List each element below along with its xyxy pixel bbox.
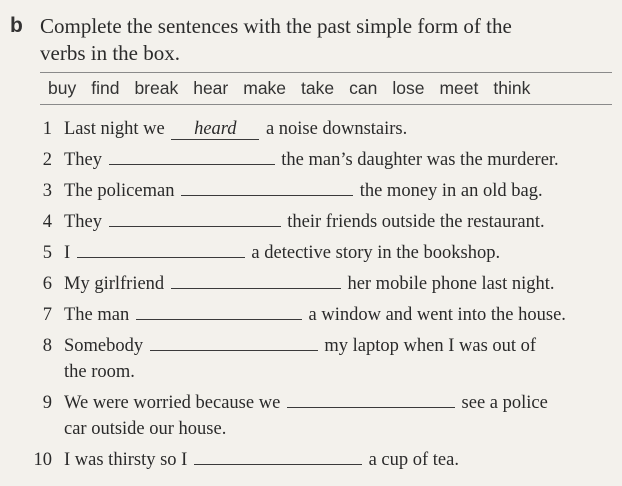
answer-blank[interactable] [150, 333, 318, 351]
sentence-start: They [64, 212, 103, 232]
exercise-instructions [40, 13, 610, 67]
answer-blank[interactable] [109, 147, 275, 165]
sentence-start: They [64, 150, 103, 170]
sentence-start: We were worried because we [64, 393, 281, 413]
verb-word: find [91, 78, 120, 98]
sentence-start: My girlfriend [64, 274, 165, 294]
item-number: 10 [33, 450, 52, 470]
sentence-start: Somebody [64, 336, 144, 356]
sentence-start: I was thirsty so I [64, 450, 188, 470]
sentence-item-1 [0, 116, 622, 147]
sentence-end: the man’s daughter was the murderer. [281, 150, 559, 170]
sentence-end: a window and went into the house. [308, 305, 566, 325]
sentence-end: see a police [461, 393, 548, 413]
sentence-continuation: the room. [64, 362, 135, 382]
sentence-start: The policeman [64, 181, 175, 201]
item-number: 8 [42, 336, 52, 356]
item-number: 6 [42, 274, 52, 294]
sentence-item-10 [0, 447, 622, 478]
verb-word: think [493, 78, 531, 98]
answer-blank[interactable] [287, 390, 455, 408]
sentence-item-6 [0, 271, 622, 302]
sentence-end: my laptop when I was out of [324, 336, 537, 356]
answer-blank[interactable] [194, 447, 362, 465]
answer-blank[interactable] [136, 302, 302, 320]
sentence-item-5 [0, 240, 622, 271]
sentence-item-9 [0, 390, 622, 447]
instruction-line-2: verbs in the box. [40, 41, 180, 65]
verb-word: meet [439, 78, 479, 98]
sentence-end: her mobile phone last night. [347, 274, 555, 294]
item-number: 4 [42, 212, 52, 232]
verb-word-box [40, 72, 612, 105]
sentence-end: a noise downstairs. [265, 119, 408, 139]
sentence-end: the money in an old bag. [359, 181, 543, 201]
verb-word: buy [48, 78, 77, 98]
sentence-item-3 [0, 178, 622, 209]
sentence-start: The man [64, 305, 130, 325]
sentence-item-8 [0, 333, 622, 390]
answer-blank[interactable]: heard [171, 119, 259, 140]
instruction-line-1: Complete the sentences with the past simple form of the [40, 14, 512, 38]
sentence-list [0, 116, 622, 478]
item-number: 1 [42, 119, 52, 139]
verb-word: make [243, 78, 287, 98]
sentence-end: their friends outside the restaurant. [287, 212, 545, 232]
sentence-start: Last night we [64, 119, 165, 139]
sentence-end: a cup of tea. [368, 450, 459, 470]
sentence-continuation: car outside our house. [64, 419, 227, 439]
sentence-item-4 [0, 209, 622, 240]
verb-word: take [301, 78, 335, 98]
exercise-letter: b [10, 14, 23, 37]
verb-word: can [349, 78, 378, 98]
item-number: 9 [42, 393, 52, 413]
item-number: 2 [42, 150, 52, 170]
item-number: 3 [42, 181, 52, 201]
sentence-start: I [64, 243, 71, 263]
answer-blank[interactable] [109, 209, 281, 227]
verb-word: hear [193, 78, 229, 98]
answer-blank[interactable] [77, 240, 245, 258]
verb-word: break [134, 78, 179, 98]
answer-blank[interactable] [171, 271, 341, 289]
sentence-item-2 [0, 147, 622, 178]
answer-blank[interactable] [181, 178, 353, 196]
sentence-item-7 [0, 302, 622, 333]
item-number: 7 [42, 305, 52, 325]
item-number: 5 [42, 243, 52, 263]
verb-word: lose [392, 78, 425, 98]
sentence-end: a detective story in the bookshop. [251, 243, 501, 263]
